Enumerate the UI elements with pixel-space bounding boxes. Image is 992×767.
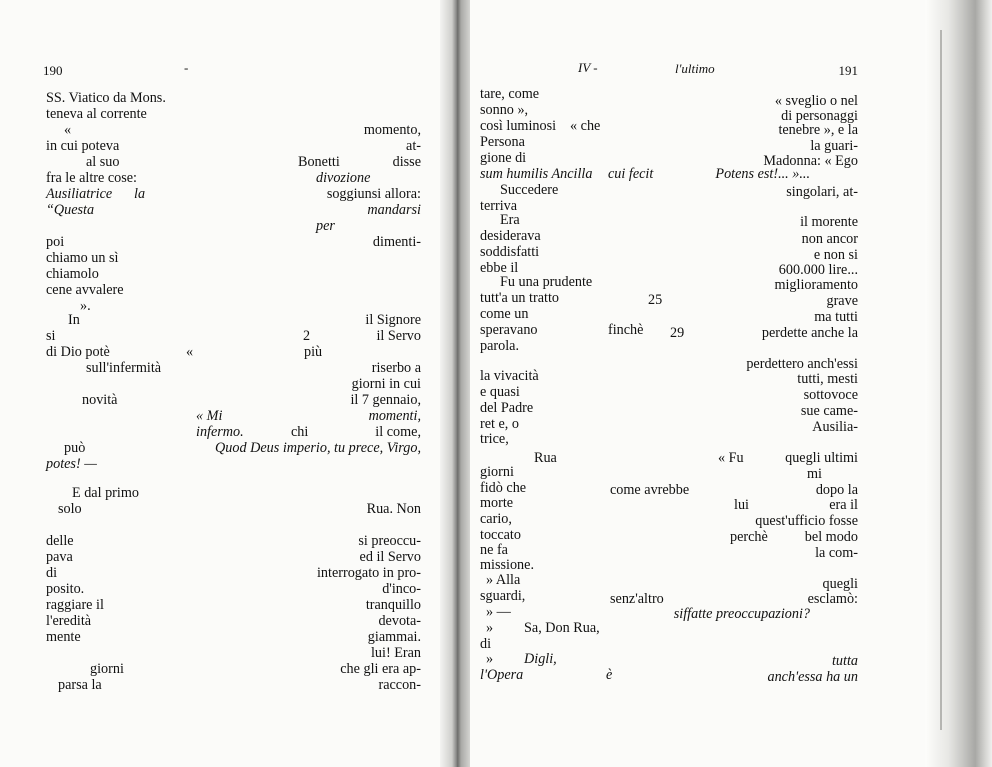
text-line: riserbo a (371, 360, 421, 376)
text-line: sull'infermità (86, 360, 162, 376)
text-line: posito. (46, 581, 85, 597)
text-line: » (486, 651, 494, 667)
text-line: trice, (480, 431, 509, 447)
text-line: è (606, 667, 613, 683)
text-line: disse (392, 154, 421, 170)
text-line: Bonetti (298, 154, 340, 170)
text-line: in cui poteva (46, 138, 120, 154)
text-line: fra le altre cose: (46, 170, 137, 186)
text-line: pava (46, 549, 73, 565)
text-line: può (64, 440, 86, 456)
text-line: ed il Servo (359, 549, 421, 565)
text-line: cui fecit (608, 166, 654, 182)
text-line: potes! — (46, 456, 97, 472)
text-line: grave (826, 293, 858, 309)
book-gutter (440, 0, 474, 767)
text-line: cene avvalere (46, 282, 124, 298)
text-line: come un (480, 306, 529, 322)
text-line: senz'altro (610, 591, 664, 607)
text-line: Era (500, 212, 520, 228)
text-line: 29 (670, 325, 685, 341)
text-line: d'inco- (382, 581, 421, 597)
text-line: era il (829, 497, 858, 513)
text-line: SS. Viatico da Mons. (46, 90, 166, 106)
text-line: « che (570, 118, 601, 134)
text-line: In (68, 312, 80, 328)
text-line: 25 (648, 292, 663, 308)
text-line: Ausilia- (812, 419, 858, 435)
text-line: Rua (534, 450, 557, 466)
text-line: desiderava (480, 228, 541, 244)
text-line: missione. (480, 557, 534, 573)
text-line: tenebre », e la (778, 122, 858, 138)
text-line: » — (486, 604, 511, 620)
text-line: anch'essa ha un (767, 669, 858, 685)
left-page (0, 0, 448, 767)
text-line: più (304, 344, 323, 360)
text-line: at- (406, 138, 421, 154)
text-line: si (46, 328, 56, 344)
text-line: singolari, at- (786, 184, 858, 200)
text-line: la vivacità (480, 368, 539, 384)
chapter-header: IV - (578, 60, 598, 75)
text-line: sottovoce (803, 387, 858, 403)
text-line: si preoccu- (358, 533, 421, 549)
text-line: quegli (822, 576, 858, 592)
text-line: tutt'a un tratto (480, 290, 559, 306)
text-line: sue came- (800, 403, 858, 419)
text-line: momenti, (368, 408, 421, 424)
text-line: sguardi, (480, 588, 526, 604)
text-line: parsa la (58, 677, 102, 693)
text-line: e non si (813, 247, 858, 263)
text-line: che gli era ap- (340, 661, 421, 677)
text-line: Fu una prudente (500, 274, 593, 290)
text-line: gione di (480, 150, 527, 166)
text-line: il morente (800, 214, 858, 230)
text-line: ebbe il (480, 260, 519, 276)
text-line: ret e, o (480, 416, 519, 432)
text-line: soggiunsi allora: (326, 186, 421, 202)
text-line: perdette anche la (761, 325, 858, 341)
text-line: giorni (90, 661, 124, 677)
text-line: chiamolo (46, 266, 99, 282)
text-line: dimenti- (372, 234, 421, 250)
text-line: per (316, 218, 335, 234)
text-line: 2 (303, 328, 311, 344)
text-line: lui! Eran (370, 645, 421, 661)
text-line: l'Opera (480, 667, 524, 683)
text-line: terriva (480, 198, 518, 214)
text-line: sonno », (480, 102, 529, 118)
text-line: teneva al corrente (46, 106, 147, 122)
text-line: il Signore (365, 312, 421, 328)
text-line: raccon- (378, 677, 421, 693)
text-line: la com- (815, 545, 858, 561)
text-line: miglioramento (774, 277, 858, 293)
text-line: la (134, 186, 146, 202)
text-line: chiamo un sì (46, 250, 119, 266)
text-line: esclamò: (807, 591, 858, 607)
text-line: l'eredità (46, 613, 92, 629)
text-line: « Mi (196, 408, 223, 424)
text-line: perchè (730, 529, 768, 545)
text-line: solo (58, 501, 82, 517)
text-line: giorni in cui (351, 376, 421, 392)
text-line: Persona (480, 134, 525, 150)
header-mark-left: - (184, 60, 189, 75)
text-line: poi (46, 234, 65, 250)
page-number-left: 190 (43, 63, 63, 78)
text-line: ne fa (480, 542, 508, 558)
text-line: E dal primo (72, 485, 139, 501)
text-line: speravano (480, 322, 538, 338)
page-number-right: 191 (838, 63, 858, 78)
text-line: infermo. (196, 424, 244, 440)
text-line: » (486, 620, 494, 636)
text-line: Succedere (500, 182, 559, 198)
text-line: cario, (480, 511, 512, 527)
text-line: Madonna: « Ego (763, 153, 858, 169)
text-line: interrogato in pro- (316, 565, 421, 581)
text-line: come avrebbe (610, 482, 690, 498)
text-line: tutta (831, 653, 858, 669)
text-line: di (480, 636, 492, 652)
text-line: non ancor (801, 231, 858, 247)
text-line: soddisfatti (480, 244, 540, 260)
text-line: il 7 gennaio, (350, 392, 421, 408)
text-line: » Alla (486, 572, 521, 588)
text-line: Rua. Non (366, 501, 421, 517)
text-line: Digli, (524, 651, 557, 667)
text-line: morte (480, 495, 514, 511)
text-line: la guari- (810, 138, 858, 154)
text-line: parola. (480, 338, 519, 354)
text-line: tutti, mesti (797, 371, 858, 387)
text-line: Ausiliatrice (46, 186, 113, 202)
text-line: devota- (378, 613, 421, 629)
text-line: quest'ufficio fosse (755, 513, 858, 529)
text-line: 600.000 lire... (778, 262, 858, 278)
text-line: tare, come (480, 86, 540, 102)
text-line: Sa, Don Rua, (524, 620, 600, 636)
text-line: fidò che (480, 480, 527, 496)
text-line: di (46, 565, 58, 581)
text-line: ». (80, 298, 91, 314)
text-line: quegli ultimi (785, 450, 858, 466)
right-page (470, 0, 940, 767)
running-title: l'ultimo (675, 61, 715, 76)
text-line: Potens est!... »... (715, 166, 810, 182)
text-line: chi (291, 424, 309, 440)
text-line: delle (46, 533, 74, 549)
text-line: siffatte preoccupazioni? (673, 606, 810, 622)
text-line: giammai. (367, 629, 421, 645)
text-line: « (64, 122, 72, 138)
text-line: lui (734, 497, 749, 513)
text-line: mente (46, 629, 81, 645)
text-line: divozione (316, 170, 371, 186)
text-line: dopo la (815, 482, 858, 498)
text-line: di Dio potè (46, 344, 110, 360)
text-line: novità (82, 392, 118, 408)
page-edge-line (940, 30, 942, 730)
page-edges (925, 0, 992, 767)
text-line: e quasi (480, 384, 520, 400)
text-line: tranquillo (365, 597, 421, 613)
text-line: mi (807, 466, 822, 482)
text-line: così luminosi (480, 118, 557, 134)
text-line: bel modo (804, 529, 858, 545)
text-line: di personaggi (781, 108, 858, 124)
text-line: il Servo (376, 328, 421, 344)
text-line: mandarsi (367, 202, 421, 218)
text-line: Quod Deus imperio, tu prece, Virgo, (215, 440, 421, 456)
text-line: sum humilis Ancilla (480, 166, 593, 182)
text-line: il come, (375, 424, 421, 440)
text-line: perdettero anch'essi (746, 356, 858, 372)
text-line: “Questa (46, 202, 95, 218)
text-line: ma tutti (814, 309, 858, 325)
text-line: toccato (480, 527, 521, 543)
text-line: finchè (608, 322, 644, 338)
text-line: del Padre (480, 400, 534, 416)
text-line: « (186, 344, 194, 360)
text-line: momento, (363, 122, 421, 138)
text-line: raggiare il (46, 597, 104, 613)
text-line: al suo (86, 154, 120, 170)
text-line: « sveglio o nel (774, 93, 858, 109)
text-line: giorni (480, 464, 514, 480)
text-line: « Fu (718, 450, 744, 466)
